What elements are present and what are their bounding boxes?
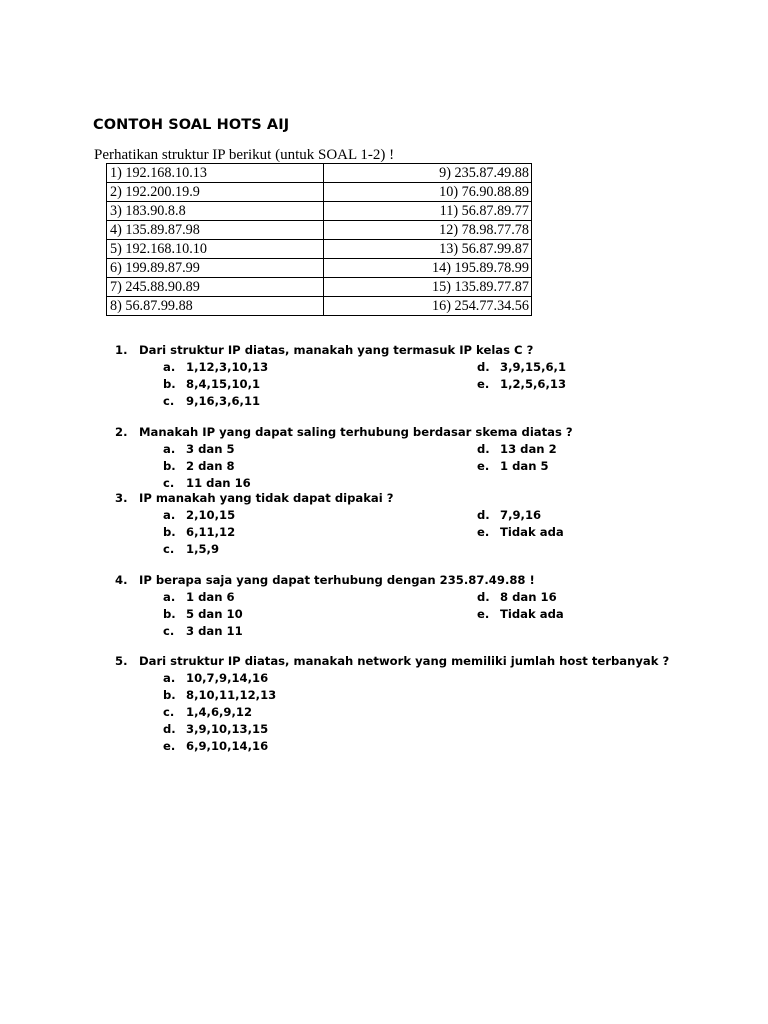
option-value: 1,5,9: [186, 542, 220, 556]
option-letter: e.: [477, 607, 490, 621]
question-text: IP berapa saja yang dapat terhubung dengan 235.87.49.88 !: [139, 573, 535, 587]
option-letter: d.: [477, 360, 490, 374]
option-value: 1,2,5,6,13: [500, 377, 567, 391]
ip-cell: 9) 235.87.49.88: [324, 164, 532, 183]
option-value: 8,4,15,10,1: [186, 377, 261, 391]
option-value: Tidak ada: [500, 607, 564, 621]
option-letter: b.: [163, 525, 176, 539]
option-letter: a.: [163, 671, 176, 685]
option-value: 6,11,12: [186, 525, 236, 539]
ip-table: [106, 163, 532, 316]
option-letter: c.: [163, 542, 175, 556]
table-row: [107, 164, 532, 183]
question-3: [0, 490, 768, 556]
question-number: 3.: [115, 491, 128, 505]
option-value: 3 dan 11: [186, 624, 243, 638]
option-value: 7,9,16: [500, 508, 542, 522]
ip-cell: 13) 56.87.99.87: [324, 240, 532, 259]
option-value: Tidak ada: [500, 525, 564, 539]
option-value: 8 dan 16: [500, 590, 557, 604]
option-value: 3,9,15,6,1: [500, 360, 567, 374]
option-value: 1,12,3,10,13: [186, 360, 269, 374]
question-text: IP manakah yang tidak dapat dipakai ?: [139, 491, 394, 505]
option-value: 11 dan 16: [186, 476, 251, 490]
question-5: [0, 653, 768, 753]
ip-cell: 3) 183.90.8.8: [107, 202, 324, 221]
option-letter: c.: [163, 705, 175, 719]
ip-cell: 11) 56.87.89.77: [324, 202, 532, 221]
option-letter: e.: [477, 459, 490, 473]
ip-cell: 1) 192.168.10.13: [107, 164, 324, 183]
question-text: Manakah IP yang dapat saling terhubung berdasar skema diatas ?: [139, 425, 573, 439]
option-value: 8,10,11,12,13: [186, 688, 277, 702]
option-value: 2 dan 8: [186, 459, 235, 473]
ip-cell: 2) 192.200.19.9: [107, 183, 324, 202]
table-row: [107, 221, 532, 240]
ip-cell: 7) 245.88.90.89: [107, 278, 324, 297]
ip-cell: 14) 195.89.78.99: [324, 259, 532, 278]
ip-cell: 6) 199.89.87.99: [107, 259, 324, 278]
question-text: Dari struktur IP diatas, manakah network yang memiliki jumlah host terbanyak ?: [139, 654, 670, 668]
table-row: [107, 202, 532, 221]
option-letter: c.: [163, 476, 175, 490]
option-letter: a.: [163, 508, 176, 522]
option-letter: a.: [163, 442, 176, 456]
table-row: [107, 183, 532, 202]
option-letter: c.: [163, 394, 175, 408]
ip-cell: 5) 192.168.10.10: [107, 240, 324, 259]
question-number: 5.: [115, 654, 128, 668]
question-number: 1.: [115, 343, 128, 357]
option-letter: b.: [163, 688, 176, 702]
option-letter: a.: [163, 590, 176, 604]
table-row: [107, 297, 532, 316]
option-value: 9,16,3,6,11: [186, 394, 261, 408]
intro-text: Perhatikan struktur IP berikut (untuk SOAL 1-2) !: [94, 147, 395, 163]
question-1: [0, 342, 768, 408]
option-value: 3 dan 5: [186, 442, 235, 456]
option-letter: b.: [163, 377, 176, 391]
option-value: 2,10,15: [186, 508, 236, 522]
option-value: 1,4,6,9,12: [186, 705, 253, 719]
option-letter: b.: [163, 459, 176, 473]
question-4: [0, 572, 768, 638]
ip-cell: 15) 135.89.77.87: [324, 278, 532, 297]
ip-cell: 16) 254.77.34.56: [324, 297, 532, 316]
option-letter: b.: [163, 607, 176, 621]
option-letter: d.: [477, 442, 490, 456]
page-title: CONTOH SOAL HOTS AIJ: [93, 117, 290, 133]
option-letter: a.: [163, 360, 176, 374]
option-letter: e.: [477, 525, 490, 539]
option-value: 3,9,10,13,15: [186, 722, 269, 736]
option-value: 13 dan 2: [500, 442, 557, 456]
option-letter: c.: [163, 624, 175, 638]
option-letter: d.: [477, 590, 490, 604]
option-value: 10,7,9,14,16: [186, 671, 269, 685]
option-letter: d.: [477, 508, 490, 522]
table-row: [107, 259, 532, 278]
table-row: [107, 278, 532, 297]
option-letter: d.: [163, 722, 176, 736]
option-value: 1 dan 5: [500, 459, 549, 473]
ip-cell: 12) 78.98.77.78: [324, 221, 532, 240]
ip-cell: 8) 56.87.99.88: [107, 297, 324, 316]
ip-cell: 4) 135.89.87.98: [107, 221, 324, 240]
option-value: 5 dan 10: [186, 607, 243, 621]
ip-cell: 10) 76.90.88.89: [324, 183, 532, 202]
option-value: 6,9,10,14,16: [186, 739, 269, 753]
question-number: 4.: [115, 573, 128, 587]
option-letter: e.: [477, 377, 490, 391]
question-text: Dari struktur IP diatas, manakah yang termasuk IP kelas C ?: [139, 343, 534, 357]
question-2: [0, 424, 768, 490]
table-row: [107, 240, 532, 259]
option-value: 1 dan 6: [186, 590, 235, 604]
question-number: 2.: [115, 425, 128, 439]
option-letter: e.: [163, 739, 176, 753]
